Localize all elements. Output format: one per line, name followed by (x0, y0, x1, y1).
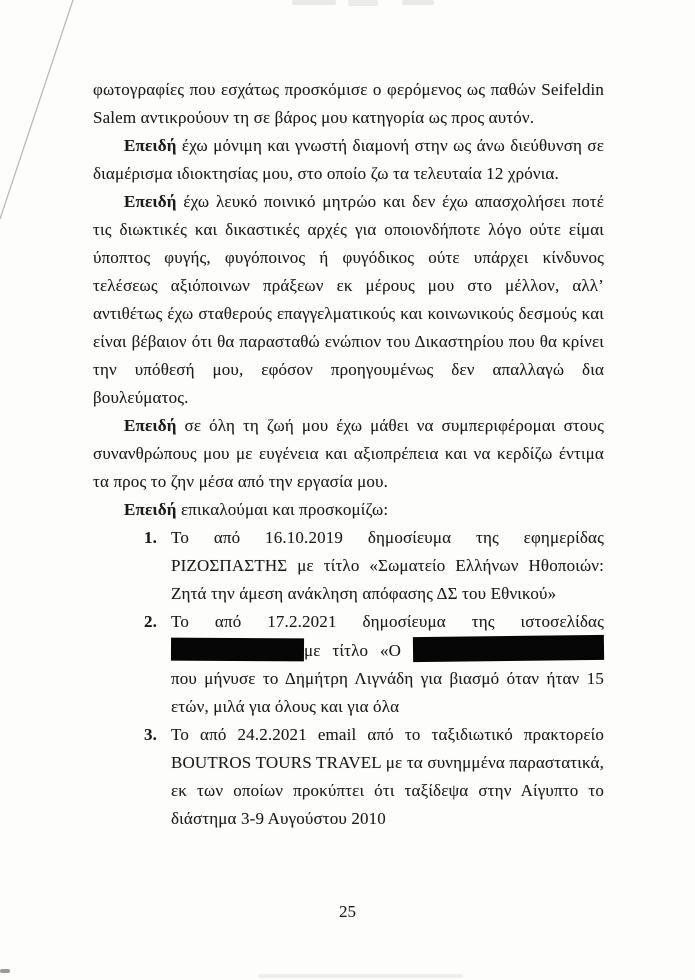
paragraph-text: έχω μόνιμη και γνωστή διαμονή στην ως άνω διεύθυνση σε διαμέρισμα ιδιοκτησίας μου, στο οποίο ζω τα τελευταία 12 χρόνια. (93, 136, 604, 183)
list-item-number: 3. (144, 725, 158, 744)
scan-smudge-top (292, 0, 336, 5)
list-item-text: που μήνυσε το Δημήτρη Λιγνάδη για βιασμό όταν ήταν 15 ετών, μιλά για όλους και για όλα (171, 669, 604, 716)
list-item-text: Το από 17.2.2021 δημοσίευμα της ιστοσελίδας (171, 612, 604, 631)
paragraph-lead-word: Επειδή (124, 416, 177, 435)
scan-smudge-bottom (0, 969, 10, 973)
paragraph-lead-word: Επειδή (124, 136, 177, 155)
paragraph-text: φωτογραφίες που εσχάτως προσκόμισε ο φερόμενος ως παθών Seifeldin Salem αντικρούουν τη σε βάρος μου κατηγορία ως προς αυτόν. (93, 80, 604, 127)
list-item-text: Το από 16.10.2019 δημοσίευμα της εφημερίδας ΡΙΖΟΣΠΑΣΤΗΣ με τίτλο «Σωματείο Ελλήνων Ηθοποιών: Ζητά την άμεση ανάκληση απόφασης ΔΣ του Εθνικού» (171, 528, 604, 603)
list-item-number: 1. (144, 528, 158, 547)
redaction-bar-1 (171, 638, 304, 662)
paragraph-continuation (93, 76, 604, 132)
scan-smudge-bottom (258, 974, 463, 978)
scan-smudge-top (348, 0, 378, 6)
list-item-3 (144, 721, 604, 833)
paragraph-text: επικαλούμαι και προσκομίζω: (176, 500, 389, 519)
page-number: 25 (339, 902, 356, 921)
list-item-text: Το από 24.2.2021 email από το ταξιδιωτικό πρακτορείο BOUTROS TOURS TRAVEL με τα συνημμένα παραστατικά, εκ των οποίων προκύπτει ότι ταξίδεψα στην Αίγυπτο το διάστημα 3-9 Αυγούστου 2010 (171, 725, 604, 828)
list-item-2 (144, 608, 604, 721)
evidence-list (144, 524, 604, 833)
paragraph-lead-word: Επειδή (124, 500, 177, 519)
paragraph-conduct (93, 412, 604, 496)
paragraph-text: σε όλη τη ζωή μου έχω μάθει να συμπεριφέρομαι στους συνανθρώπους μου με ευγένεια και αξιοπρέπεια και να κερδίζω έντιμα τα προς το ζην μέσα από την εργασία μου. (93, 416, 604, 491)
paragraph-lead-word: Επειδή (124, 192, 177, 211)
redaction-bar-2 (413, 635, 604, 662)
list-item-1 (144, 524, 604, 608)
list-item-number: 2. (144, 612, 158, 631)
scan-smudge-top (402, 0, 434, 5)
document-body (93, 76, 604, 833)
paragraph-clean-record (93, 188, 604, 412)
list-item-text: με τίτλο «Ο (304, 641, 402, 660)
paragraph-evidence-intro (93, 496, 604, 524)
scan-crease-artifact (0, 0, 90, 235)
paragraph-residence (93, 132, 604, 188)
paragraph-text: έχω λευκό ποινικό μητρώο και δεν έχω απασχολήσει ποτέ τις διωκτικές και δικαστικές αρχές για οποιονδήποτε λόγο ούτε είμαι ύποπτος φυγής, φυγόποινος ή φυγόδικος ούτε υπάρχει κίνδυνος τελέσεως αξιόποινων πράξεων εκ μέρους μου στο μέλλον, αλλ’ αντιθέτως έχω σταθερούς επαγγελματικούς και κοινωνικούς δεσμούς και είναι βέβαιον ότι θα παρασταθώ ενώπιον του Δικαστηρίου που θα κρίνει την υπόθεσή μου, εφόσον προηγουμένως δεν απαλλαγώ δια βουλεύματος. (93, 192, 604, 407)
